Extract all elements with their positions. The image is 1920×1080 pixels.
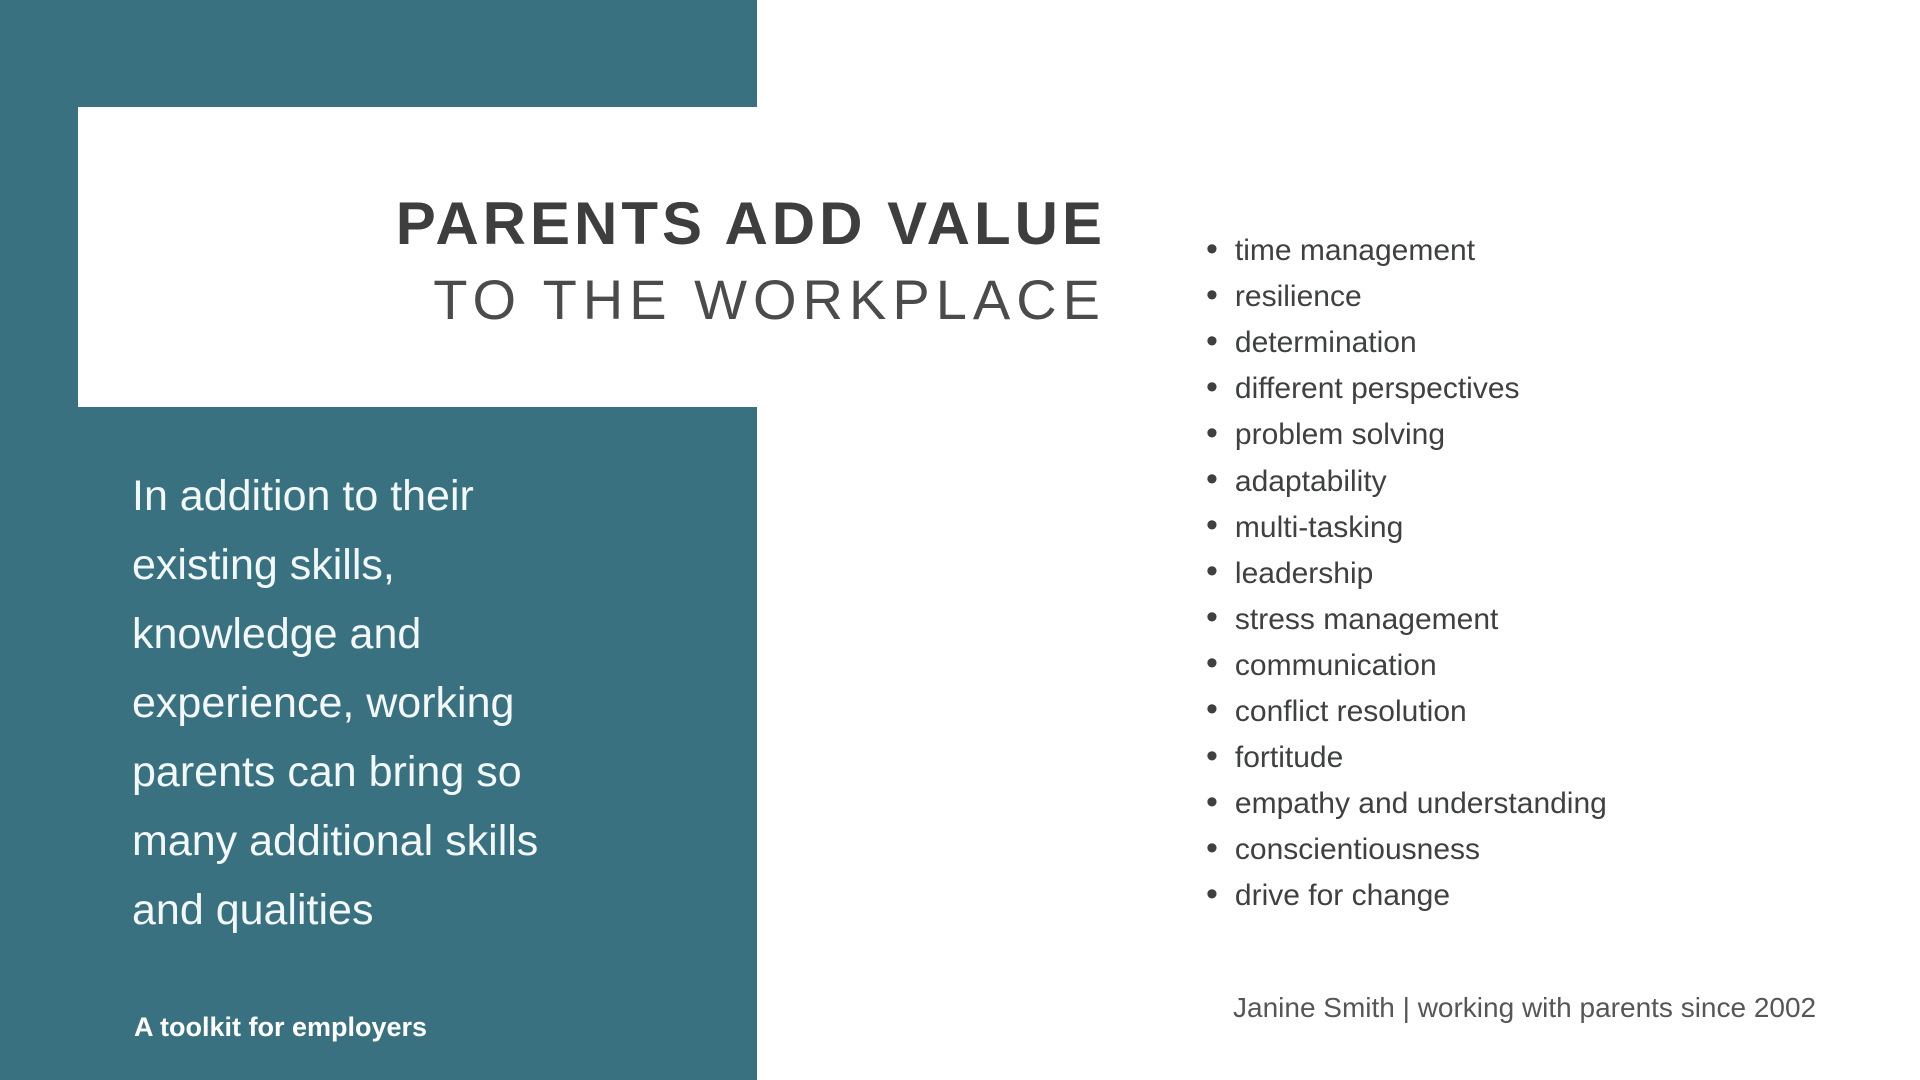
skills-list bbox=[1206, 228, 1607, 919]
intro-text-line: experience, working bbox=[132, 679, 515, 727]
skills-list-item: • leadership bbox=[1206, 551, 1607, 597]
skills-list-item: • conflict resolution bbox=[1206, 689, 1607, 735]
skills-list-item: • stress management bbox=[1206, 597, 1607, 643]
title-card bbox=[78, 107, 1130, 407]
intro-text-line: existing skills, bbox=[132, 541, 395, 589]
intro-text-line: and qualities bbox=[132, 886, 374, 934]
toolkit-tagline: A toolkit for employers bbox=[134, 1012, 428, 1042]
intro-text-line: knowledge and bbox=[132, 610, 422, 658]
intro-text-line: In addition to their bbox=[132, 472, 474, 520]
slide-title-primary: PARENTS ADD VALUE bbox=[395, 190, 1106, 257]
skills-list-item: • fortitude bbox=[1206, 735, 1607, 781]
skills-list-item: • communication bbox=[1206, 643, 1607, 689]
skills-list-item: • problem solving bbox=[1206, 412, 1607, 458]
intro-text bbox=[132, 462, 732, 945]
credit-line: Janine Smith | working with parents since 2002 bbox=[1233, 992, 1817, 1023]
skills-list-item: • time management bbox=[1206, 228, 1607, 274]
intro-text-line: many additional skills bbox=[132, 817, 539, 865]
skills-list-item: • multi-tasking bbox=[1206, 505, 1607, 551]
slide-title-secondary: TO THE WORKPLACE bbox=[433, 268, 1106, 331]
skills-list-item: • determination bbox=[1206, 320, 1607, 366]
skills-list-item: • adaptability bbox=[1206, 458, 1607, 504]
intro-text-line: parents can bring so bbox=[132, 748, 522, 796]
skills-list-item: • conscientiousness bbox=[1206, 827, 1607, 873]
skills-list-item: • different perspectives bbox=[1206, 366, 1607, 412]
skills-list-item: • drive for change bbox=[1206, 873, 1607, 919]
skills-list-item: • empathy and understanding bbox=[1206, 781, 1607, 827]
skills-list-item: • resilience bbox=[1206, 274, 1607, 320]
